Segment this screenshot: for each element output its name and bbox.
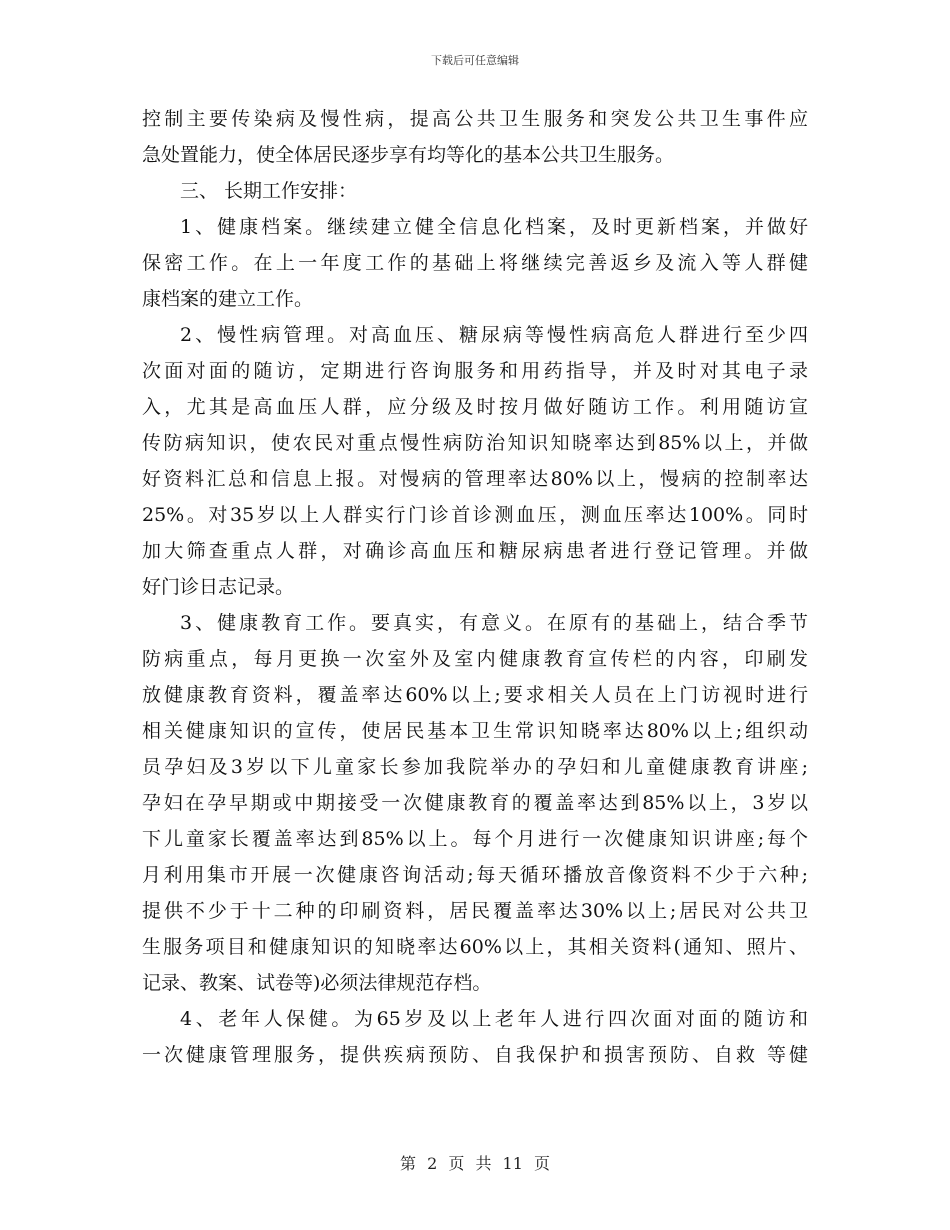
text-line: 提供不少于十二种的印刷资料，居民覆盖率达30%以上;居民对公共卫: [142, 900, 808, 922]
text-line: 孕妇在孕早期或中期接受一次健康教育的覆盖率达到85%以上，3岁以: [142, 792, 808, 814]
text-line: 放健康教育资料，覆盖率达60%以上;要求相关人员在上门访视时进行: [142, 684, 808, 706]
page-header: 下载后可任意编辑: [431, 54, 519, 67]
document-body: [142, 101, 808, 1073]
text-line: 保密工作。在上一年度工作的基础上将继续完善返乡及流入等人群健: [142, 252, 808, 274]
text-line: 控制主要传染病及慢性病，提高公共卫生服务和突发公共卫生事件应: [142, 108, 808, 130]
text-line: 25%。对35岁以上人群实行门诊首诊测血压，测血压率达100%。同时: [142, 504, 808, 526]
text-line: 4、老年人保健。为65岁及以上老年人进行四次面对面的随访和: [180, 1008, 808, 1030]
text-line: 加大筛查重点人群，对确诊高血压和糖尿病患者进行登记管理。并做: [142, 540, 808, 562]
text-line: 防病重点，每月更换一次室外及室内健康教育宣传栏的内容，印刷发: [142, 648, 808, 670]
text-line: 一次健康管理服务，提供疾病预防、自我保护和损害预防、自救 等健: [142, 1044, 808, 1066]
text-line: 次面对面的随访，定期进行咨询服务和用药指导，并及时对其电子录: [142, 360, 808, 382]
text-line: 下儿童家长覆盖率达到85%以上。每个月进行一次健康知识讲座;每个: [142, 828, 808, 850]
text-line: 2、慢性病管理。对高血压、糖尿病等慢性病高危人群进行至少四: [180, 324, 808, 346]
text-line: 记录、教案、试卷等)必须法律规范存档。: [142, 972, 492, 994]
text-line: 传防病知识，使农民对重点慢性病防治知识知晓率达到85%以上，并做: [142, 432, 808, 454]
text-line: 3、健康教育工作。要真实，有意义。在原有的基础上，结合季节: [180, 612, 808, 634]
text-line: 三、 长期工作安排：: [180, 180, 358, 202]
text-line: 急处置能力，使全体居民逐步享有均等化的基本公共卫生服务。: [142, 144, 675, 166]
text-line: 康档案的建立工作。: [142, 288, 314, 310]
text-line: 入，尤其是高血压人群，应分级及时按月做好随访工作。利用随访宣: [142, 396, 808, 418]
text-line: 生服务项目和健康知识的知晓率达60%以上，其相关资料(通知、照片、: [142, 936, 808, 958]
text-line: 好门诊日志记录。: [142, 576, 295, 598]
text-line: 相关健康知识的宣传，使居民基本卫生常识知晓率达80%以上;组织动: [142, 720, 808, 742]
text-line: 好资料汇总和信息上报。对慢病的管理率达80%以上，慢病的控制率达: [142, 468, 808, 490]
page-footer: 第 2 页 共 11 页: [400, 1154, 550, 1173]
text-line: 员孕妇及3岁以下儿童家长参加我院举办的孕妇和儿童健康教育讲座;: [142, 756, 808, 778]
text-line: 月利用集市开展一次健康咨询活动;每天循环播放音像资料不少于六种;: [142, 864, 808, 886]
text-line: 1、健康档案。继续建立健全信息化档案，及时更新档案，并做好: [180, 216, 808, 238]
